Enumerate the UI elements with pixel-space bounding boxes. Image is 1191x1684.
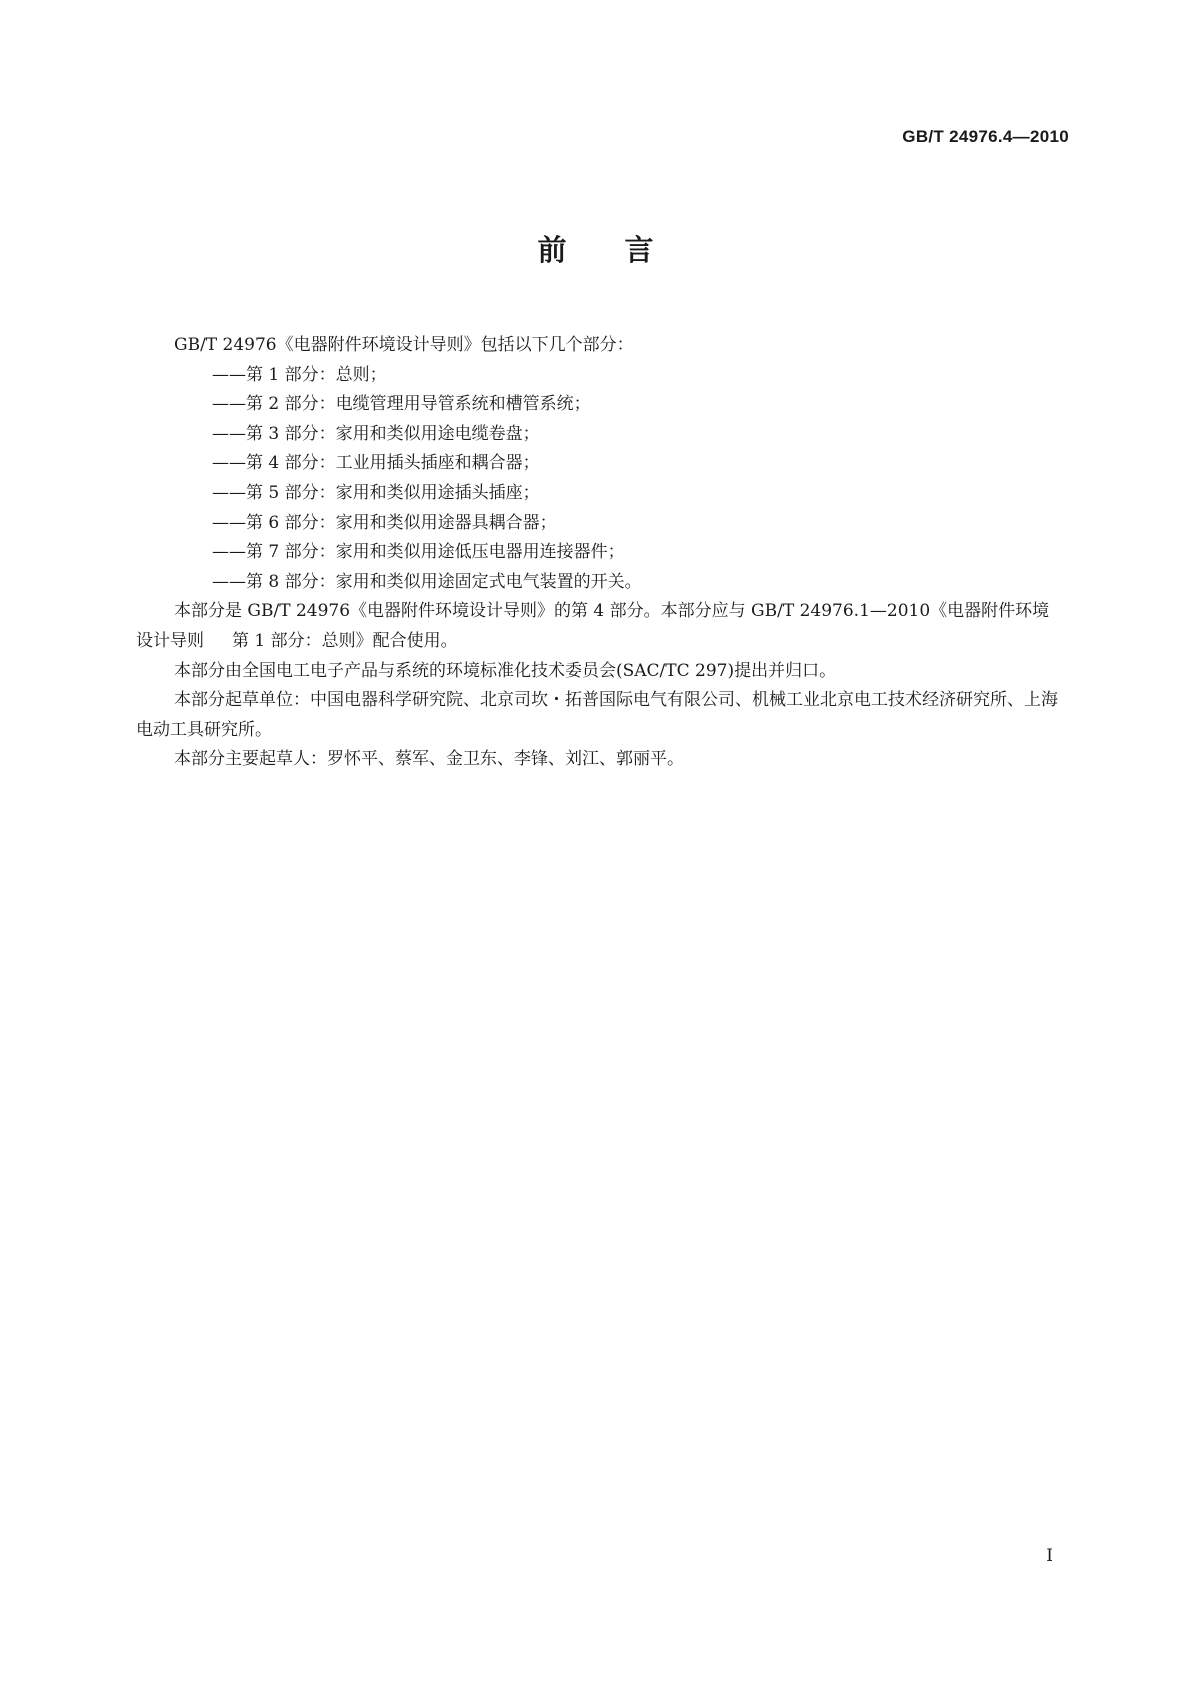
- dash-marker: ——: [212, 482, 246, 503]
- list-item-text: 第 6 部分：家用和类似用途器具耦合器；: [246, 512, 557, 533]
- list-item: [136, 509, 1060, 539]
- standard-code: GB/T 24976.4—2010: [902, 127, 1069, 146]
- usage-paragraph: [136, 597, 1060, 656]
- page-title: 前言: [537, 233, 712, 267]
- drafters-paragraph: 本部分主要起草人：罗怀平、蔡军、金卫东、李锋、刘江、郭丽平。: [174, 749, 684, 770]
- usage-text-b: 第 1 部分：总则》配合使用。: [232, 630, 458, 651]
- foreword-body: [136, 331, 1060, 775]
- page-number: Ⅰ: [1046, 1546, 1053, 1566]
- dash-marker: ——: [212, 453, 246, 474]
- list-item: [136, 361, 1060, 391]
- intro-paragraph: GB/T 24976《电器附件环境设计导则》包括以下几个部分：: [174, 335, 634, 355]
- list-item-text: 第 8 部分：家用和类似用途固定式电气装置的开关。: [246, 571, 642, 592]
- parts-list: [136, 361, 1060, 598]
- usage-text-a: 本部分是 GB/T 24976《电器附件环境设计导则》的第 4 部分。本部分应与 GB/T 24976.1—2010《电器附件环境设计导则: [136, 601, 1050, 651]
- dash-marker: ——: [212, 364, 246, 385]
- drafting-units-paragraph: 本部分起草单位：中国电器科学研究院、北京司坎・拓普国际电气有限公司、机械工业北京电工技术经济研究所、上海电动工具研究所。: [136, 690, 1058, 740]
- list-item: [136, 390, 1060, 420]
- dash-marker: ——: [212, 394, 246, 415]
- list-item: [136, 449, 1060, 479]
- dash-marker: ——: [212, 571, 246, 592]
- list-item: [136, 568, 1060, 598]
- list-item: [136, 538, 1060, 568]
- dash-marker: ——: [212, 423, 246, 444]
- list-item-text: 第 3 部分：家用和类似用途电缆卷盘；: [246, 423, 540, 444]
- dash-marker: ——: [212, 542, 246, 563]
- list-item: [136, 479, 1060, 509]
- list-item-text: 第 2 部分：电缆管理用导管系统和槽管系统；: [246, 394, 591, 415]
- list-item: [136, 420, 1060, 450]
- list-item-text: 第 7 部分：家用和类似用途低压电器用连接器件；: [246, 542, 625, 563]
- dash-marker: ——: [212, 512, 246, 533]
- committee-paragraph: 本部分由全国电工电子产品与系统的环境标准化技术委员会(SAC/TC 297)提出并归口。: [174, 660, 837, 681]
- list-item-text: 第 4 部分：工业用插头插座和耦合器；: [246, 453, 540, 474]
- list-item-text: 第 5 部分：家用和类似用途插头插座；: [246, 482, 540, 503]
- list-item-text: 第 1 部分：总则；: [246, 364, 387, 385]
